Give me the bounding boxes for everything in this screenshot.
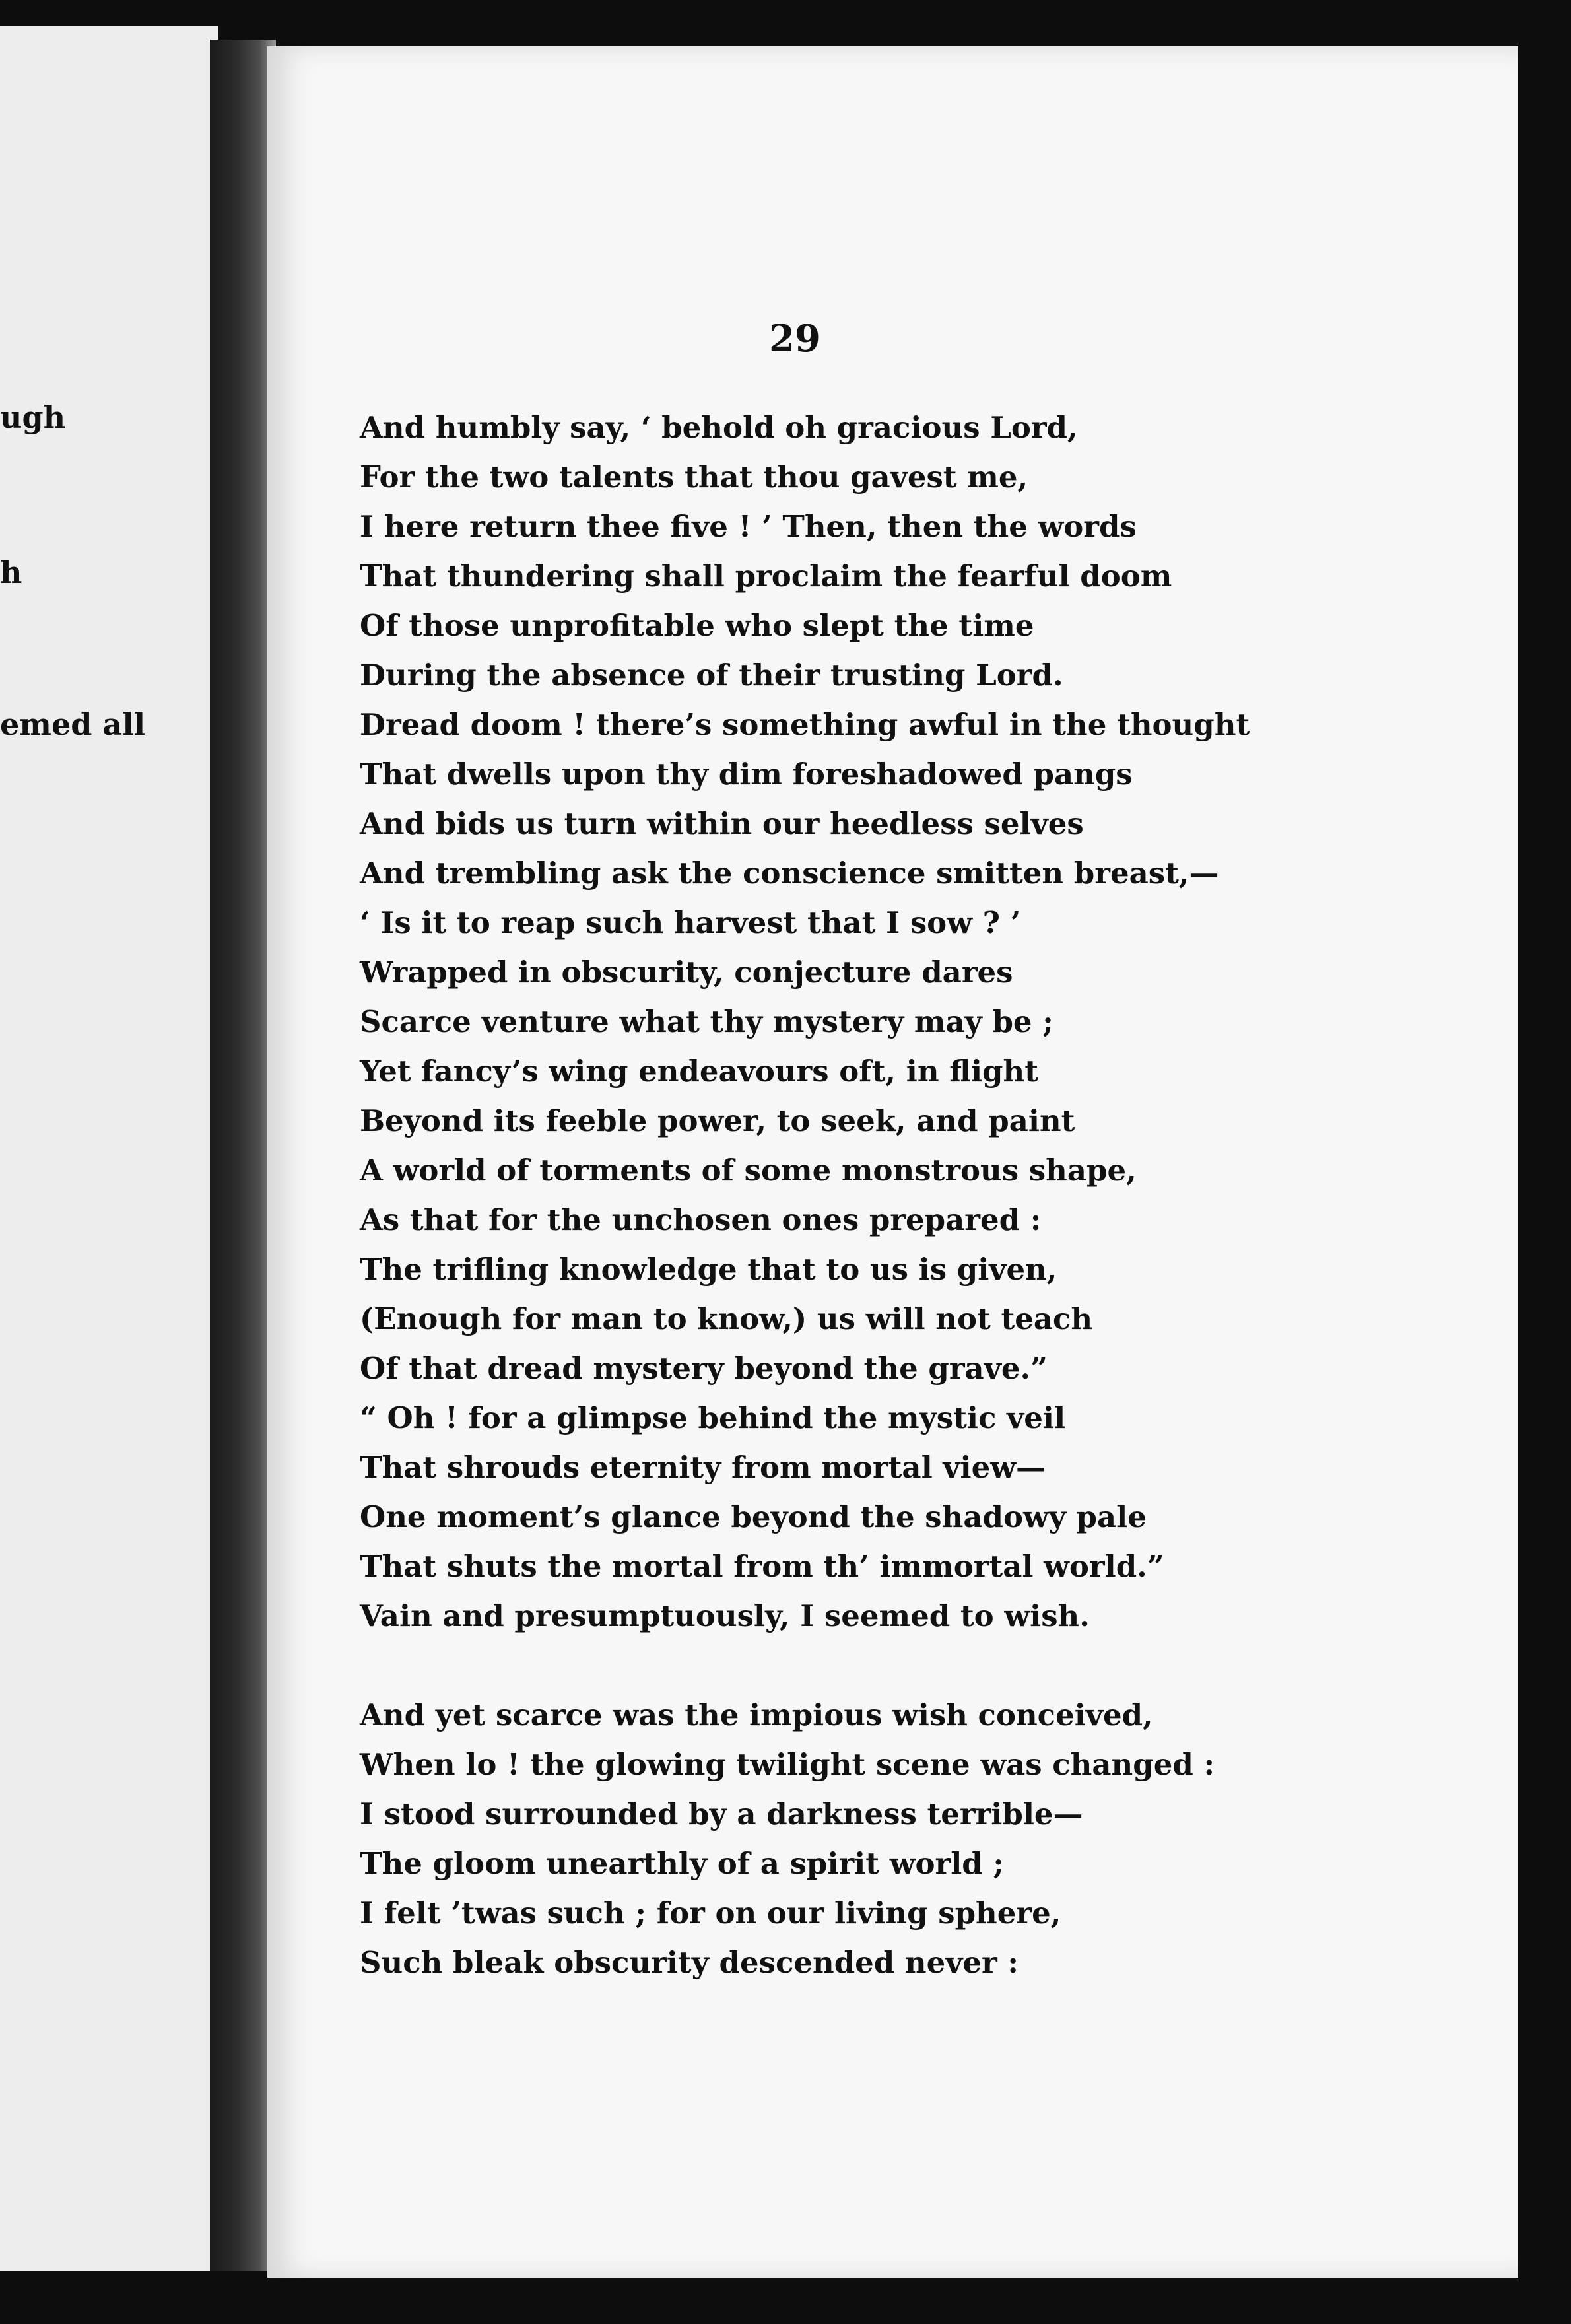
poem-line: Of those unprofitable who slept the time xyxy=(360,608,1034,643)
poem-line: Scarce venture what thy mystery may be ; xyxy=(360,1004,1053,1039)
poem-line: Beyond its feeble power, to seek, and paint xyxy=(360,1103,1075,1138)
stanza-break xyxy=(360,1641,1350,1690)
left-facing-page xyxy=(0,26,218,2271)
poem-line: When lo ! the glowing twilight scene was changed : xyxy=(360,1747,1215,1782)
poem-line: That shuts the mortal from th’ immortal world.” xyxy=(360,1549,1164,1584)
left-fragment: ugh xyxy=(0,399,66,435)
poem-line: The gloom unearthly of a spirit world ; xyxy=(360,1846,1005,1881)
poem-line: As that for the unchosen ones prepared : xyxy=(360,1202,1042,1237)
poem-line: I felt ’twas such ; for on our living sphere, xyxy=(360,1896,1061,1931)
poem-line: One moment’s glance beyond the shadowy pale xyxy=(360,1499,1147,1534)
poem-line: ‘ Is it to reap such harvest that I sow ? ’ xyxy=(360,905,1021,940)
stanza xyxy=(360,403,1350,1641)
poem-line: And humbly say, ‘ behold oh gracious Lord, xyxy=(360,410,1078,445)
poem-line: Such bleak obscurity descended never : xyxy=(360,1945,1019,1980)
left-fragment: h xyxy=(0,555,22,590)
poem-line: That dwells upon thy dim foreshadowed pangs xyxy=(360,757,1133,792)
poem-line: “ Oh ! for a glimpse behind the mystic veil xyxy=(360,1400,1066,1435)
poem-line: Dread doom ! there’s something awful in the thought xyxy=(360,707,1250,742)
stanza xyxy=(360,1690,1350,1987)
poem-line: Wrapped in obscurity, conjecture dares xyxy=(360,955,1013,990)
poem-line: For the two talents that thou gavest me, xyxy=(360,460,1028,495)
poem-line: And trembling ask the conscience smitten breast,— xyxy=(360,856,1219,891)
book-gutter xyxy=(210,40,276,2271)
poem-line: I stood surrounded by a darkness terrible— xyxy=(360,1796,1083,1831)
poem-line: Of that dread mystery beyond the grave.” xyxy=(360,1351,1048,1386)
left-fragment: emed all xyxy=(0,706,146,742)
poem-line: Vain and presumptuously, I seemed to wish. xyxy=(360,1598,1090,1633)
poem-line: A world of torments of some monstrous shape, xyxy=(360,1153,1137,1188)
poem-line: And yet scarce was the impious wish conceived, xyxy=(360,1697,1153,1732)
poem-line: During the absence of their trusting Lord. xyxy=(360,658,1063,693)
poem-line: That thundering shall proclaim the fearful doom xyxy=(360,559,1172,594)
poem-line: That shrouds eternity from mortal view— xyxy=(360,1450,1046,1485)
page-number: 29 xyxy=(769,317,820,360)
poem-text xyxy=(360,403,1350,1987)
poem-line: I here return thee five ! ’ Then, then the words xyxy=(360,509,1137,544)
poem-line: The trifling knowledge that to us is given, xyxy=(360,1252,1057,1287)
poem-line: (Enough for man to know,) us will not teach xyxy=(360,1301,1093,1336)
poem-line: Yet fancy’s wing endeavours oft, in flight xyxy=(360,1054,1039,1089)
poem-line: And bids us turn within our heedless selves xyxy=(360,806,1084,841)
